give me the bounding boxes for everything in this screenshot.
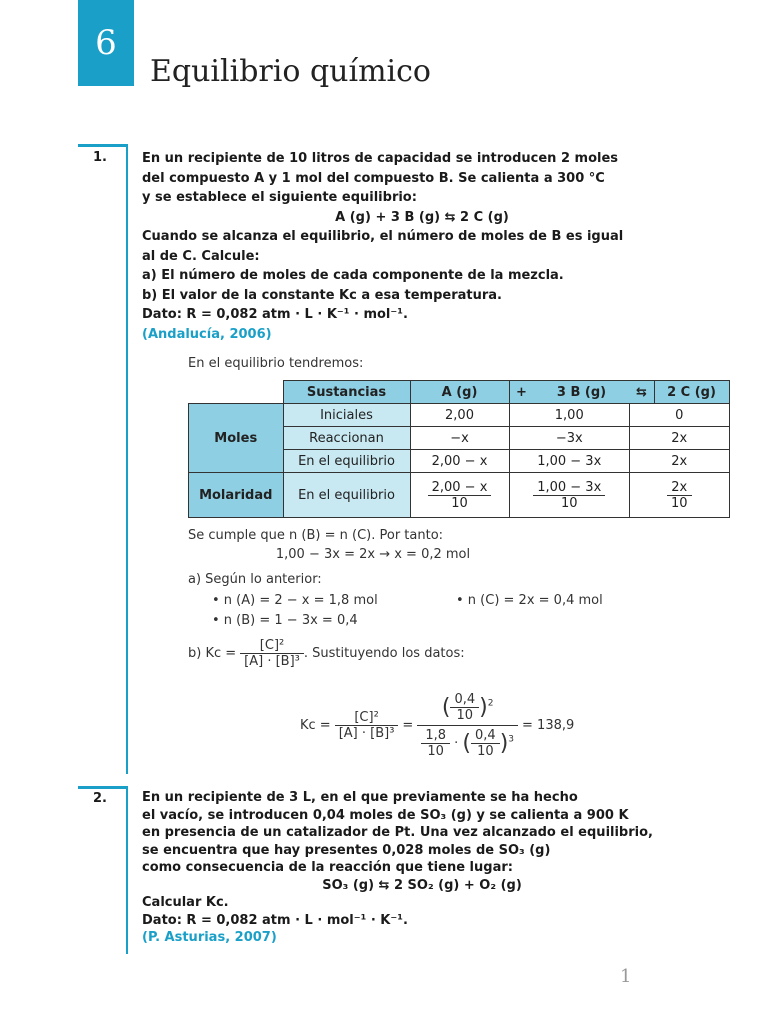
table-cell: −3x: [509, 427, 630, 450]
kc-calculation: Kc = $\frac{\text{[C]²}}{\text{[A] · [B]³}}$ = ( $\frac{0,4}{10}$ )$^2$ $\frac{1,8}{10}$ · ( $\frac{0,4}{10}$ )$^3$ = 138,9: [300, 691, 575, 759]
chapter-number: 6: [78, 0, 134, 86]
row-label: Reaccionan: [283, 427, 410, 450]
value: 0,4: [471, 728, 500, 744]
statement-line: a) El número de moles de cada componente de la mezcla.: [142, 268, 564, 283]
statement-line: En un recipiente de 3 L, en el que previamente se ha hecho: [142, 790, 578, 805]
statement-line: el vacío, se introducen 0,04 moles de SO₃ (g) y se calienta a 900 K: [142, 807, 629, 823]
statement-line: al de C. Calcule:: [142, 248, 260, 264]
frac-den: 10: [670, 495, 688, 511]
table-header-c: 2 C (g): [654, 381, 729, 404]
reaction-equation: SO₃ (g) ⇆ 2 SO₂ (g) + O₂ (g): [322, 877, 522, 893]
problem-2-vertical-line: [126, 786, 128, 954]
table-cell: −x: [410, 427, 509, 450]
reaction-equation: A (g) + 3 B (g) ⇆ 2 C (g): [335, 209, 509, 225]
value: 1,8: [421, 728, 450, 744]
frac-den: 10: [560, 495, 578, 511]
solution-part-b: [188, 638, 708, 669]
kc-denominator: [A] · [B]³: [244, 654, 300, 669]
frac-num: 2,00 − x: [428, 480, 492, 496]
statement-line: b) El valor de la constante Kc a esa temperatura.: [142, 287, 502, 303]
row-label: En el equilibrio: [283, 473, 410, 518]
row-label: Iniciales: [283, 404, 410, 427]
statement-line: como consecuencia de la reacción que tiene lugar:: [142, 860, 513, 875]
statement-line: Dato: R = 0,082 atm · L · K⁻¹ · mol⁻¹.: [142, 307, 408, 322]
page-number: 1: [620, 966, 632, 987]
statement-line: en presencia de un catalizador de Pt. Una vez alcanzado el equilibrio,: [142, 825, 653, 840]
statement-line: y se establece el siguiente equilibrio:: [142, 190, 417, 205]
statement-line: se encuentra que hay presentes 0,028 moles de SO₃ (g): [142, 842, 551, 858]
kc-numerator: [C]²: [335, 710, 399, 726]
table-header-substances: Sustancias: [283, 381, 410, 404]
value: 10: [427, 743, 444, 759]
table-header-arrow: ⇆: [630, 381, 655, 404]
row-group-moles: Moles: [189, 404, 284, 473]
kc-suffix: . Sustituyendo los datos:: [303, 646, 465, 661]
problem-source: (P. Asturias, 2007): [142, 930, 277, 945]
problem-2-number: 2.: [93, 791, 107, 806]
table-header-b: 3 B (g): [534, 381, 630, 404]
statement-line: Cuando se alcanza el equilibrio, el número de moles de B es igual: [142, 229, 624, 244]
chapter-title: Equilibrio químico: [150, 54, 431, 89]
row-label: En el equilibrio: [283, 450, 410, 473]
table-cell: 2x: [630, 427, 730, 450]
frac-num: 1,00 − 3x: [533, 480, 605, 496]
solution-equation-x: 1,00 − 3x = 2x → x = 0,2 mol: [275, 547, 471, 562]
problem-source: (Andalucía, 2006): [142, 326, 272, 342]
kc-numerator: [C]²: [240, 638, 304, 654]
problem-2-statement: [142, 789, 702, 947]
table-header-a: A (g): [410, 381, 509, 404]
row-group-molaridad: Molaridad: [189, 473, 284, 518]
problem-1-vertical-line: [126, 144, 128, 774]
table-cell: 2x: [630, 450, 730, 473]
kc-denominator: [A] · [B]³: [338, 725, 395, 741]
value: 0,4: [450, 692, 479, 708]
problem-1-statement: [142, 149, 702, 344]
statement-line: del compuesto A y 1 mol del compuesto B. Se calienta a 300 °C: [142, 170, 605, 186]
value: 10: [456, 707, 474, 723]
table-cell: 1,00 − 3x: [509, 450, 630, 473]
solution-part-a: a) Según lo anterior:: [188, 572, 322, 587]
frac-den: 10: [451, 495, 468, 511]
result-nb: • n (B) = 1 − 3x = 0,4: [212, 613, 358, 628]
table-cell: 2,00 − x: [410, 450, 509, 473]
solution-intro: En el equilibrio tendremos:: [188, 356, 364, 371]
equilibrium-table: [188, 380, 730, 518]
result-nc: • n (C) = 2x = 0,4 mol: [456, 593, 603, 608]
statement-line: Calcular Kc.: [142, 895, 229, 910]
kc-label: Kc =: [300, 717, 331, 733]
table-cell: 0: [630, 404, 730, 427]
table-header-plus: +: [509, 381, 534, 404]
table-cell-fraction: [630, 473, 730, 518]
frac-num: 2x: [667, 480, 692, 496]
problem-1-number: 1.: [93, 150, 107, 165]
result-na: • n (A) = 2 − x = 1,8 mol: [212, 593, 378, 608]
statement-line: Dato: R = 0,082 atm · L · mol⁻¹ · K⁻¹.: [142, 912, 408, 928]
statement-line: En un recipiente de 10 litros de capacidad se introducen 2 moles: [142, 151, 619, 166]
kc-prefix: b) Kc =: [188, 646, 237, 661]
kc-result: = 138,9: [522, 717, 575, 733]
table-cell-fraction: [410, 473, 509, 518]
table-cell: 1,00: [509, 404, 630, 427]
solution-cumple: Se cumple que n (B) = n (C). Por tanto:: [188, 528, 444, 543]
problem-1-rule: [78, 144, 128, 147]
problem-2-rule: [78, 786, 128, 789]
table-cell: 2,00: [410, 404, 509, 427]
value: 10: [477, 743, 494, 759]
table-cell-fraction: [509, 473, 630, 518]
